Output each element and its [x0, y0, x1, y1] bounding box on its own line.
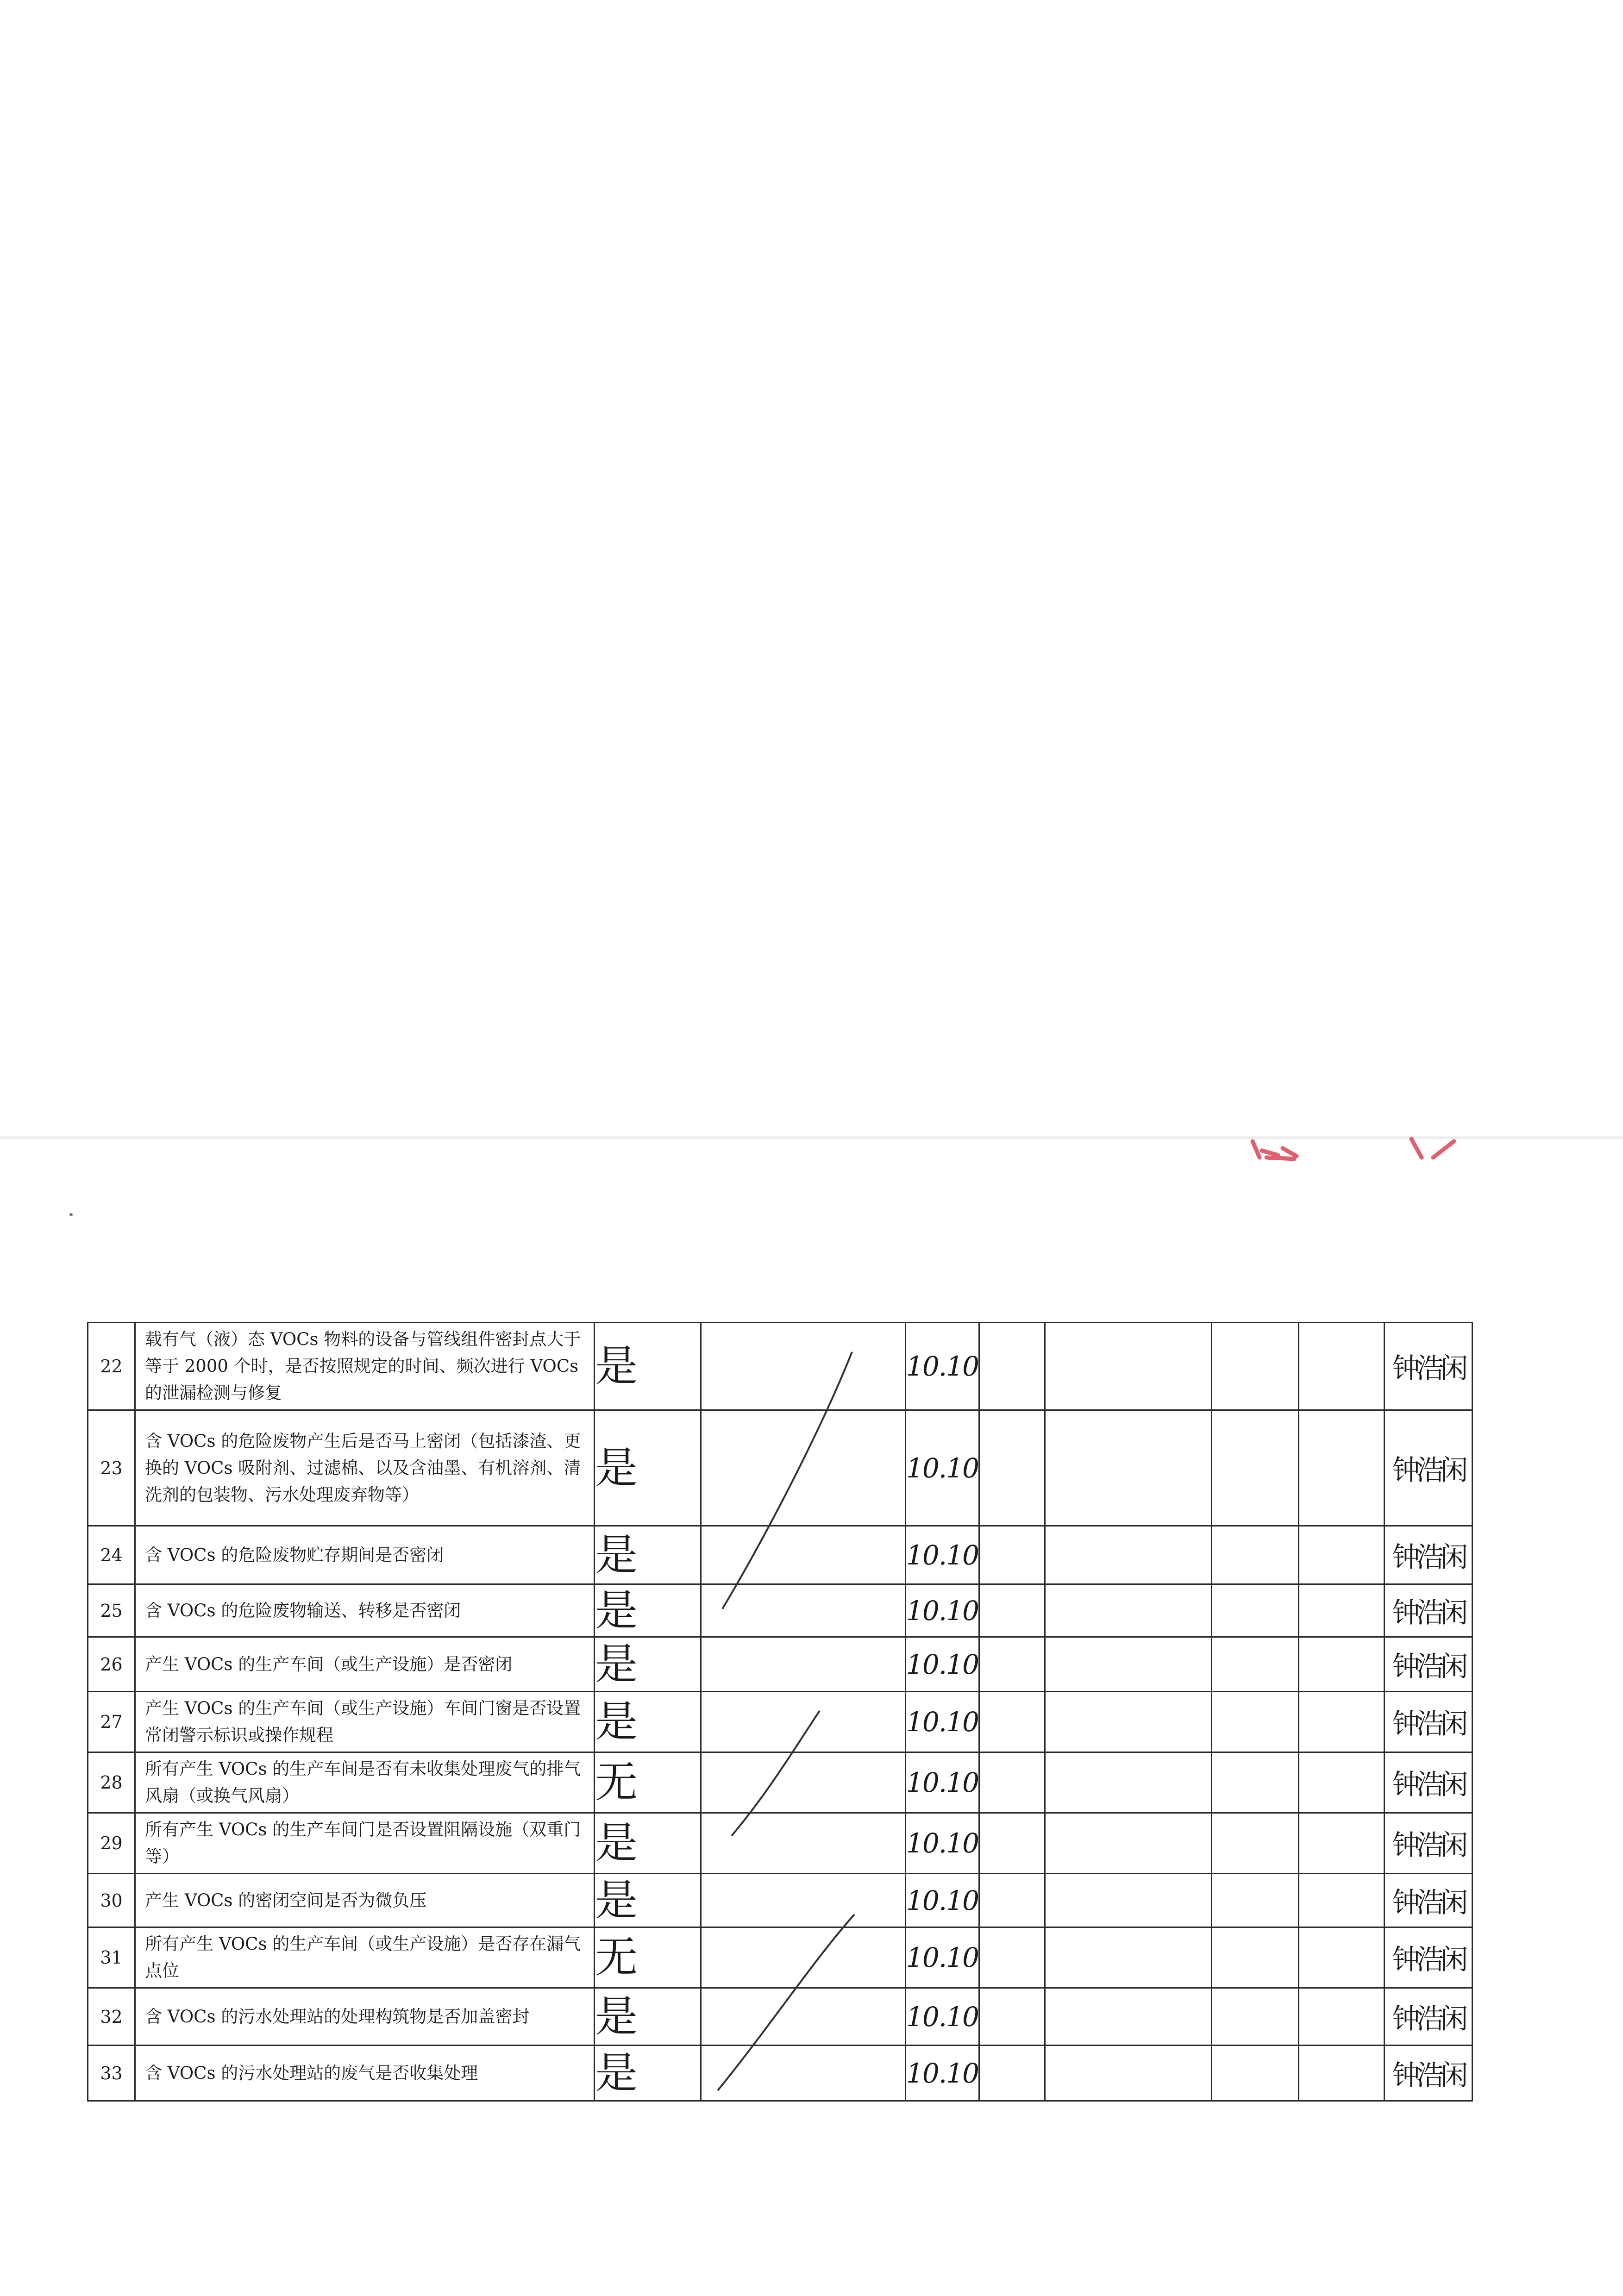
empty-cell [1299, 1584, 1385, 1637]
row-number: 32 [88, 1988, 135, 2046]
date-handwritten: 10.10 [906, 1692, 979, 1752]
empty-cell [1212, 1323, 1299, 1410]
inspection-item: 载有气（液）态 VOCs 物料的设备与管线组件密封点大于等于 2000 个时，是否按照规定的时间、频次进行 VOCs 的泄漏检测与修复 [135, 1323, 595, 1410]
empty-cell [1212, 1584, 1299, 1637]
date-handwritten: 10.10 [906, 1637, 979, 1692]
empty-cell [1045, 1584, 1212, 1637]
inspection-item: 含 VOCs 的危险废物贮存期间是否密闭 [135, 1526, 595, 1584]
empty-cell [1299, 1410, 1385, 1526]
empty-cell [1212, 1813, 1299, 1874]
signature-handwritten: 钟浩闲 [1385, 1927, 1473, 1988]
voc-inspection-table [87, 1322, 1473, 2102]
empty-cell [1299, 1927, 1385, 1988]
empty-cell [1045, 1692, 1212, 1752]
empty-cell [701, 1692, 906, 1752]
answer-handwritten: 是 [595, 1692, 701, 1752]
empty-cell [1212, 1874, 1299, 1927]
empty-cell [1045, 1874, 1212, 1927]
empty-cell [979, 1752, 1045, 1813]
answer-handwritten: 是 [595, 1874, 701, 1927]
empty-cell [979, 1874, 1045, 1927]
row-number: 23 [88, 1410, 135, 1526]
row-number: 24 [88, 1526, 135, 1584]
empty-cell [979, 1988, 1045, 2046]
empty-cell [979, 1813, 1045, 1874]
empty-cell [701, 1637, 906, 1692]
empty-cell [701, 1410, 906, 1526]
signature-handwritten: 钟浩闲 [1385, 1988, 1473, 2046]
empty-cell [979, 1637, 1045, 1692]
inspection-item: 含 VOCs 的污水处理站的废气是否收集处理 [135, 2046, 595, 2101]
answer-handwritten: 无 [595, 1927, 701, 1988]
empty-cell [1045, 1927, 1212, 1988]
empty-cell [1212, 2046, 1299, 2101]
date-handwritten: 10.10 [906, 1752, 979, 1813]
empty-cell [1045, 1988, 1212, 2046]
answer-handwritten: 是 [595, 1584, 701, 1637]
signature-handwritten: 钟浩闲 [1385, 1752, 1473, 1813]
empty-cell [1299, 2046, 1385, 2101]
empty-cell [701, 1526, 906, 1584]
empty-cell [1045, 2046, 1212, 2101]
row-number: 28 [88, 1752, 135, 1813]
table-row [88, 2046, 1473, 2101]
date-handwritten: 10.10 [906, 1410, 979, 1526]
empty-cell [1299, 1752, 1385, 1813]
signature-handwritten: 钟浩闲 [1385, 2046, 1473, 2101]
empty-cell [1212, 1988, 1299, 2046]
answer-handwritten: 无 [595, 1752, 701, 1813]
date-handwritten: 10.10 [906, 2046, 979, 2101]
signature-handwritten: 钟浩闲 [1385, 1410, 1473, 1526]
date-handwritten: 10.10 [906, 1988, 979, 2046]
date-handwritten: 10.10 [906, 1874, 979, 1927]
inspection-item: 所有产生 VOCs 的生产车间是否有未收集处理废气的排气风扇（或换气风扇） [135, 1752, 595, 1813]
empty-cell [979, 1526, 1045, 1584]
empty-cell [1212, 1637, 1299, 1692]
inspection-item: 含 VOCs 的危险废物输送、转移是否密闭 [135, 1584, 595, 1637]
date-handwritten: 10.10 [906, 1584, 979, 1637]
empty-cell [979, 1323, 1045, 1410]
empty-cell [701, 1927, 906, 1988]
empty-cell [1045, 1813, 1212, 1874]
empty-cell [1212, 1526, 1299, 1584]
row-number: 26 [88, 1637, 135, 1692]
scan-speck [69, 1213, 73, 1216]
table-row [88, 1526, 1473, 1584]
row-number: 25 [88, 1584, 135, 1637]
row-number: 22 [88, 1323, 135, 1410]
signature-handwritten: 钟浩闲 [1385, 1637, 1473, 1692]
inspection-item: 含 VOCs 的危险废物产生后是否马上密闭（包括漆渣、更换的 VOCs 吸附剂、过滤棉、以及含油墨、有机溶剂、清洗剂的包装物、污水处理废弃物等） [135, 1410, 595, 1526]
signature-handwritten: 钟浩闲 [1385, 1813, 1473, 1874]
empty-cell [1299, 1874, 1385, 1927]
date-handwritten: 10.10 [906, 1323, 979, 1410]
empty-cell [1299, 1692, 1385, 1752]
answer-handwritten: 是 [595, 1526, 701, 1584]
date-handwritten: 10.10 [906, 1813, 979, 1874]
empty-cell [1045, 1637, 1212, 1692]
inspection-item: 产生 VOCs 的生产车间（或生产设施）车间门窗是否设置常闭警示标识或操作规程 [135, 1692, 595, 1752]
empty-cell [701, 1874, 906, 1927]
table-row [88, 1584, 1473, 1637]
empty-cell [1299, 1813, 1385, 1874]
table-row [88, 1988, 1473, 2046]
empty-cell [701, 1752, 906, 1813]
table-row [88, 1692, 1473, 1752]
empty-cell [979, 1927, 1045, 1988]
answer-handwritten: 是 [595, 1637, 701, 1692]
inspection-item: 所有产生 VOCs 的生产车间（或生产设施）是否存在漏气点位 [135, 1927, 595, 1988]
inspection-item: 所有产生 VOCs 的生产车间门是否设置阻隔设施（双重门等） [135, 1813, 595, 1874]
scan-fold-line [0, 1135, 1623, 1140]
empty-cell [1212, 1752, 1299, 1813]
table-row [88, 1874, 1473, 1927]
red-stamp-fragment-left [1250, 1132, 1301, 1164]
empty-cell [1045, 1752, 1212, 1813]
table-row [88, 1752, 1473, 1813]
empty-cell [1299, 1526, 1385, 1584]
signature-handwritten: 钟浩闲 [1385, 1526, 1473, 1584]
empty-cell [701, 1988, 906, 2046]
answer-handwritten: 是 [595, 1988, 701, 2046]
signature-handwritten: 钟浩闲 [1385, 1692, 1473, 1752]
empty-cell [701, 1584, 906, 1637]
row-number: 29 [88, 1813, 135, 1874]
table-row [88, 1323, 1473, 1410]
answer-handwritten: 是 [595, 1323, 701, 1410]
row-number: 31 [88, 1927, 135, 1988]
empty-cell [979, 2046, 1045, 2101]
signature-handwritten: 钟浩闲 [1385, 1323, 1473, 1410]
date-handwritten: 10.10 [906, 1927, 979, 1988]
inspection-item: 产生 VOCs 的生产车间（或生产设施）是否密闭 [135, 1637, 595, 1692]
table-row [88, 1813, 1473, 1874]
empty-cell [979, 1410, 1045, 1526]
signature-handwritten: 钟浩闲 [1385, 1584, 1473, 1637]
empty-cell [701, 1323, 906, 1410]
empty-cell [1045, 1410, 1212, 1526]
empty-cell [701, 1813, 906, 1874]
row-number: 30 [88, 1874, 135, 1927]
empty-cell [1212, 1692, 1299, 1752]
row-number: 27 [88, 1692, 135, 1752]
inspection-item: 含 VOCs 的污水处理站的处理构筑物是否加盖密封 [135, 1988, 595, 2046]
red-stamp-fragment-right [1408, 1132, 1459, 1164]
empty-cell [979, 1692, 1045, 1752]
table-row [88, 1637, 1473, 1692]
empty-cell [979, 1584, 1045, 1637]
empty-cell [1212, 1927, 1299, 1988]
answer-handwritten: 是 [595, 2046, 701, 2101]
empty-cell [1212, 1410, 1299, 1526]
empty-cell [701, 2046, 906, 2101]
table-row [88, 1927, 1473, 1988]
table-row [88, 1410, 1473, 1526]
answer-handwritten: 是 [595, 1813, 701, 1874]
empty-cell [1299, 1988, 1385, 2046]
date-handwritten: 10.10 [906, 1526, 979, 1584]
signature-handwritten: 钟浩闲 [1385, 1874, 1473, 1927]
empty-cell [1299, 1637, 1385, 1692]
inspection-item: 产生 VOCs 的密闭空间是否为微负压 [135, 1874, 595, 1927]
empty-cell [1045, 1526, 1212, 1584]
empty-cell [1299, 1323, 1385, 1410]
answer-handwritten: 是 [595, 1410, 701, 1526]
row-number: 33 [88, 2046, 135, 2101]
empty-cell [1045, 1323, 1212, 1410]
